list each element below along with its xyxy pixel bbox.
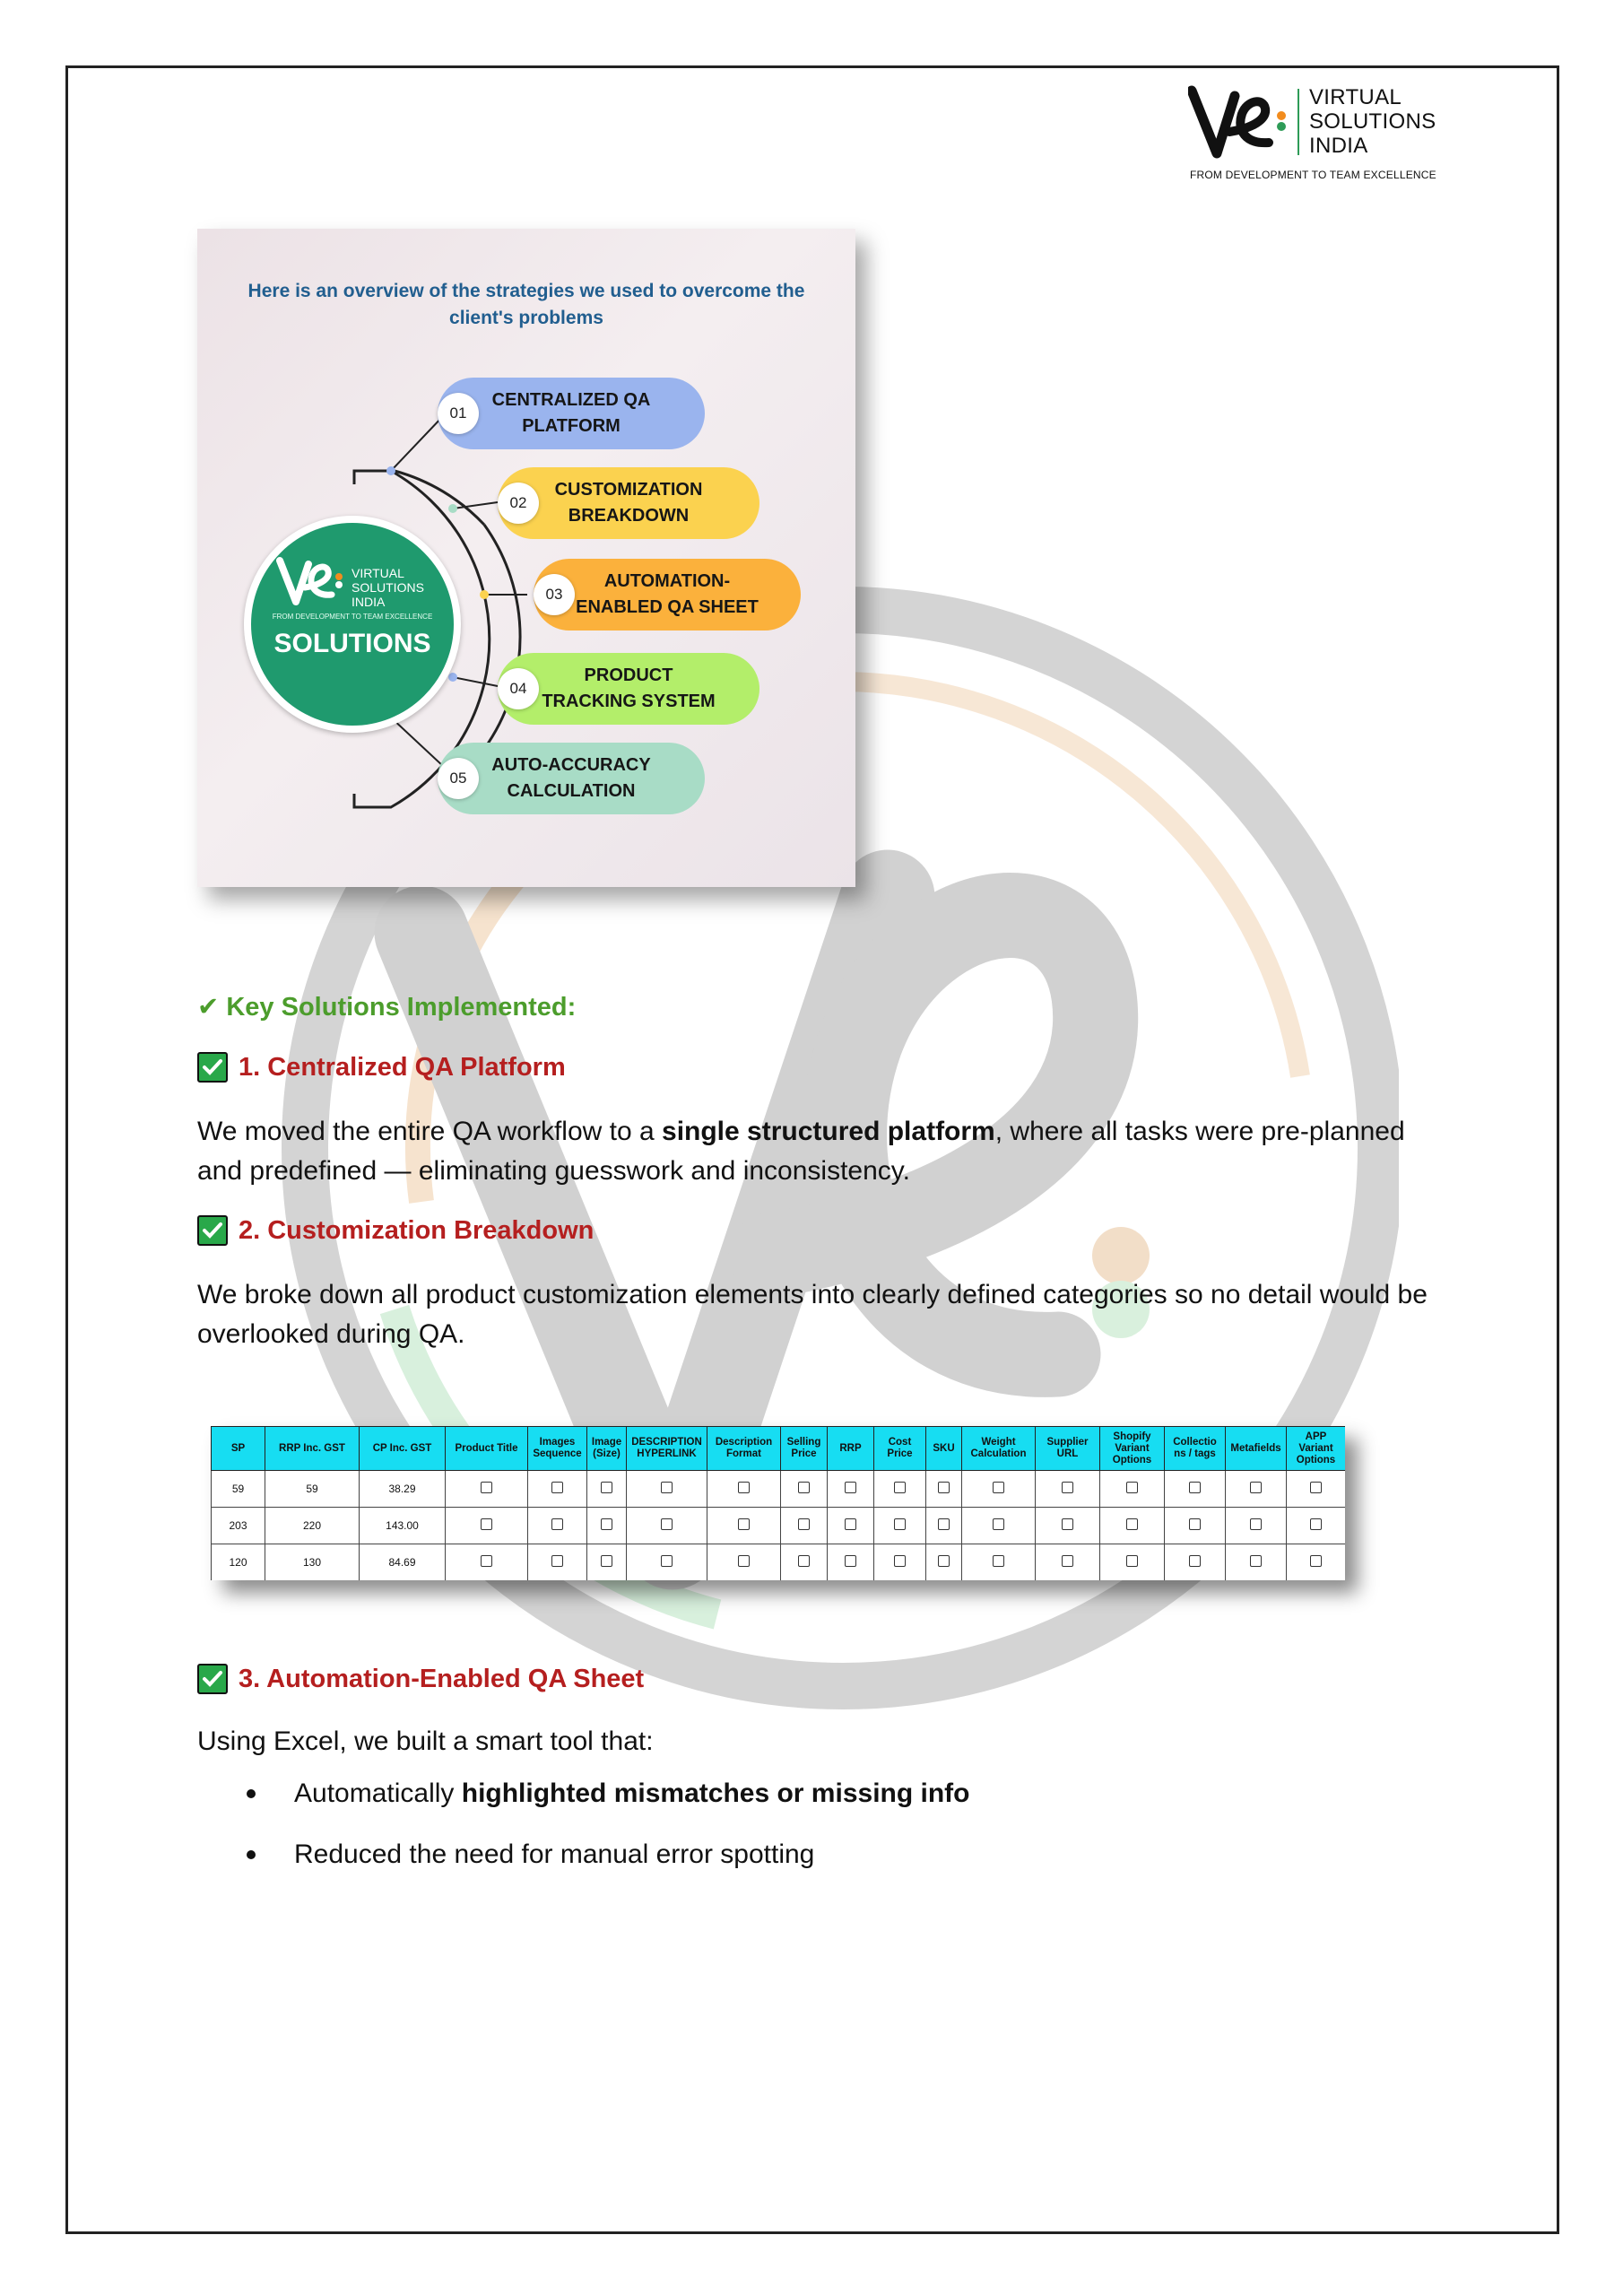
sheet-value-cell: 84.69 — [360, 1544, 446, 1581]
checkbox[interactable] — [894, 1518, 906, 1530]
step-pill-1: CENTRALIZED QA PLATFORM — [438, 378, 705, 449]
key-solutions-heading: ✔ Key Solutions Implemented: — [197, 993, 577, 1022]
bullet-item: Reduced the need for manual error spotting — [242, 1835, 969, 1896]
checkbox[interactable] — [1189, 1555, 1201, 1567]
sheet-checkbox-cell — [962, 1471, 1036, 1508]
solution-3-heading — [197, 1664, 644, 1694]
company-logo — [1188, 85, 1457, 184]
sheet-checkbox-cell — [926, 1544, 962, 1581]
sheet-checkbox-cell — [828, 1471, 874, 1508]
badge-brand-name: VIRTUAL SOLUTIONS INDIA — [352, 566, 424, 609]
sheet-header-row — [212, 1427, 1346, 1471]
sheet-checkbox-cell — [1036, 1508, 1100, 1544]
checkbox[interactable] — [938, 1482, 950, 1493]
checkbox[interactable] — [481, 1482, 492, 1493]
solutions-badge — [244, 516, 461, 733]
solution-2-heading — [197, 1215, 594, 1246]
sheet-checkbox-cell — [1100, 1508, 1165, 1544]
solution-3-title: 3. Automation-Enabled QA Sheet — [239, 1664, 645, 1693]
sheet-checkbox-cell — [446, 1508, 528, 1544]
solution-1-emphasis: single structured platform — [662, 1117, 995, 1146]
checkbox[interactable] — [894, 1482, 906, 1493]
sheet-header-cell: DESCRIPTION HYPERLINK — [627, 1427, 707, 1471]
bullet-list — [242, 1774, 969, 1896]
checkmark-icon — [197, 1664, 228, 1694]
sheet-checkbox-cell — [781, 1508, 828, 1544]
step-number-4: 04 — [498, 668, 539, 709]
checkbox[interactable] — [481, 1555, 492, 1567]
checkbox[interactable] — [798, 1555, 810, 1567]
sheet-checkbox-cell — [1165, 1508, 1226, 1544]
checkbox[interactable] — [1250, 1518, 1262, 1530]
checkbox[interactable] — [661, 1518, 673, 1530]
sheet-header-cell: CP Inc. GST — [360, 1427, 446, 1471]
sheet-header-cell: Cost Price — [874, 1427, 926, 1471]
checkbox[interactable] — [481, 1518, 492, 1530]
solution-1-title: 1. Centralized QA Platform — [239, 1052, 566, 1082]
sheet-header-cell: Description Format — [707, 1427, 781, 1471]
sheet-checkbox-cell — [1100, 1471, 1165, 1508]
step-number-1: 01 — [438, 393, 479, 434]
sheet-value-cell: 220 — [265, 1508, 360, 1544]
sheet-value-cell: 130 — [265, 1544, 360, 1581]
sheet-value-cell: 120 — [212, 1544, 265, 1581]
sheet-value-cell: 59 — [212, 1471, 265, 1508]
badge-brand-mark-icon — [276, 555, 348, 609]
checkmark-icon — [197, 1215, 228, 1246]
sheet-checkbox-cell — [874, 1471, 926, 1508]
sheet-checkbox-cell — [627, 1508, 707, 1544]
checkbox[interactable] — [601, 1518, 612, 1530]
sheet-checkbox-cell — [962, 1544, 1036, 1581]
checkmark-icon — [197, 1052, 228, 1083]
sheet-checkbox-cell — [1100, 1544, 1165, 1581]
checkbox[interactable] — [845, 1482, 856, 1493]
sheet-checkbox-cell — [587, 1544, 627, 1581]
checkbox[interactable] — [1250, 1482, 1262, 1493]
sheet-checkbox-cell — [1165, 1471, 1226, 1508]
solution-1-text: We moved the entire QA workflow to a single structured platform, where all tasks were pre-planned and predefined — eliminating guesswork and inconsistency. — [197, 1117, 1405, 1186]
checkbox[interactable] — [938, 1518, 950, 1530]
checkbox[interactable] — [1062, 1555, 1073, 1567]
checkbox[interactable] — [1310, 1555, 1322, 1567]
sheet-value-cell: 38.29 — [360, 1471, 446, 1508]
sheet-checkbox-cell — [1036, 1544, 1100, 1581]
sheet-checkbox-cell — [707, 1544, 781, 1581]
sheet-checkbox-cell — [962, 1508, 1036, 1544]
step-pill-5: AUTO-ACCURACY CALCULATION — [438, 743, 705, 814]
solution-3-text: Using Excel, we built a smart tool that: — [197, 1726, 654, 1756]
checkbox[interactable] — [1310, 1518, 1322, 1530]
table-row — [212, 1508, 1346, 1544]
sheet-checkbox-cell — [781, 1544, 828, 1581]
checkbox[interactable] — [601, 1555, 612, 1567]
sheet-checkbox-cell — [707, 1471, 781, 1508]
checkbox[interactable] — [1189, 1518, 1201, 1530]
sheet-checkbox-cell — [1287, 1471, 1346, 1508]
sheet-checkbox-cell — [446, 1544, 528, 1581]
sheet-checkbox-cell — [874, 1508, 926, 1544]
badge-tagline: FROM DEVELOPMENT TO TEAM EXCELLENCE — [272, 613, 433, 621]
checkbox[interactable] — [798, 1482, 810, 1493]
sheet-header-cell: SKU — [926, 1427, 962, 1471]
sheet-header-cell: Metafields — [1226, 1427, 1287, 1471]
checkbox[interactable] — [1062, 1518, 1073, 1530]
sheet-checkbox-cell — [528, 1508, 587, 1544]
sheet-checkbox-cell — [528, 1544, 587, 1581]
sheet-checkbox-cell — [781, 1471, 828, 1508]
checkbox[interactable] — [661, 1482, 673, 1493]
sheet-checkbox-cell — [1226, 1508, 1287, 1544]
sheet-checkbox-cell — [587, 1471, 627, 1508]
step-pill-3: AUTOMATION- ENABLED QA SHEET — [534, 559, 801, 631]
checkbox[interactable] — [1126, 1518, 1138, 1530]
checkbox[interactable] — [993, 1482, 1004, 1493]
sheet-header-cell: Weight Calculation — [962, 1427, 1036, 1471]
sheet-checkbox-cell — [1036, 1471, 1100, 1508]
sheet-header-cell: Product Title — [446, 1427, 528, 1471]
sheet-header-cell: Supplier URL — [1036, 1427, 1100, 1471]
bullet-item: Automatically highlighted mismatches or missing info — [242, 1774, 969, 1835]
sheet-checkbox-cell — [828, 1508, 874, 1544]
sheet-header-cell: Collectio ns / tags — [1165, 1427, 1226, 1471]
checkbox[interactable] — [738, 1482, 750, 1493]
step-number-3: 03 — [534, 574, 575, 615]
sheet-checkbox-cell — [926, 1508, 962, 1544]
sheet-checkbox-cell — [627, 1544, 707, 1581]
sheet-checkbox-cell — [528, 1471, 587, 1508]
checkbox[interactable] — [601, 1482, 612, 1493]
sheet-checkbox-cell — [1165, 1544, 1226, 1581]
checkbox[interactable] — [845, 1518, 856, 1530]
company-tagline: FROM DEVELOPMENT TO TEAM EXCELLENCE — [1190, 169, 1436, 181]
qa-sheet-table — [211, 1426, 1345, 1580]
sheet-checkbox-cell — [1226, 1544, 1287, 1581]
badge-label: SOLUTIONS — [273, 629, 431, 658]
checkbox[interactable] — [938, 1555, 950, 1567]
checkbox[interactable] — [738, 1555, 750, 1567]
checkbox[interactable] — [1062, 1482, 1073, 1493]
checkbox[interactable] — [1126, 1482, 1138, 1493]
solution-2-text: We broke down all product customization elements into clearly defined categories so no detail would be overlooked during QA. — [197, 1280, 1428, 1349]
sheet-checkbox-cell — [1287, 1544, 1346, 1581]
sheet-header-cell: APP Variant Options — [1287, 1427, 1346, 1471]
solution-1-heading — [197, 1052, 566, 1083]
checkbox[interactable] — [798, 1518, 810, 1530]
company-name: VIRTUAL SOLUTIONS INDIA — [1309, 85, 1436, 158]
checkbox[interactable] — [845, 1555, 856, 1567]
sheet-header-cell: RRP — [828, 1427, 874, 1471]
solution-2-title: 2. Customization Breakdown — [239, 1215, 595, 1245]
sheet-header-cell: SP — [212, 1427, 265, 1471]
checkbox[interactable] — [551, 1555, 563, 1567]
sheet-checkbox-cell — [1287, 1508, 1346, 1544]
sheet-value-cell: 59 — [265, 1471, 360, 1508]
sheet-checkbox-cell — [828, 1544, 874, 1581]
sheet-checkbox-cell — [587, 1508, 627, 1544]
checkbox[interactable] — [738, 1518, 750, 1530]
checkbox[interactable] — [993, 1555, 1004, 1567]
sheet-checkbox-cell — [874, 1544, 926, 1581]
sheet-header-cell: Images Sequence — [528, 1427, 587, 1471]
checkbox[interactable] — [1310, 1482, 1322, 1493]
solutions-infographic — [197, 229, 855, 887]
checkbox[interactable] — [993, 1518, 1004, 1530]
sheet-checkbox-cell — [1226, 1471, 1287, 1508]
checkbox[interactable] — [551, 1482, 563, 1493]
sheet-header-cell: Shopify Variant Options — [1100, 1427, 1165, 1471]
step-number-2: 02 — [498, 483, 539, 524]
sheet-checkbox-cell — [707, 1508, 781, 1544]
checkbox[interactable] — [661, 1555, 673, 1567]
sheet-header-cell: Image (Size) — [587, 1427, 627, 1471]
table-row — [212, 1471, 1346, 1508]
sheet-header-cell: Selling Price — [781, 1427, 828, 1471]
sheet-checkbox-cell — [926, 1471, 962, 1508]
checkbox[interactable] — [894, 1555, 906, 1567]
step-pill-4: PRODUCT TRACKING SYSTEM — [498, 653, 759, 725]
checkbox[interactable] — [1126, 1555, 1138, 1567]
step-pill-2: CUSTOMIZATION BREAKDOWN — [498, 467, 759, 539]
checkbox[interactable] — [551, 1518, 563, 1530]
sheet-value-cell: 143.00 — [360, 1508, 446, 1544]
sheet-value-cell: 203 — [212, 1508, 265, 1544]
table-row — [212, 1544, 1346, 1581]
sheet-checkbox-cell — [446, 1471, 528, 1508]
logo-divider — [1298, 89, 1299, 155]
step-number-5: 05 — [438, 758, 479, 799]
checkbox[interactable] — [1250, 1555, 1262, 1567]
sheet-checkbox-cell — [627, 1471, 707, 1508]
infographic-title: Here is an overview of the strategies we used to overcome the client's problems — [247, 281, 805, 328]
checkbox[interactable] — [1189, 1482, 1201, 1493]
sheet-header-cell: RRP Inc. GST — [265, 1427, 360, 1471]
brand-mark-icon — [1188, 85, 1296, 162]
